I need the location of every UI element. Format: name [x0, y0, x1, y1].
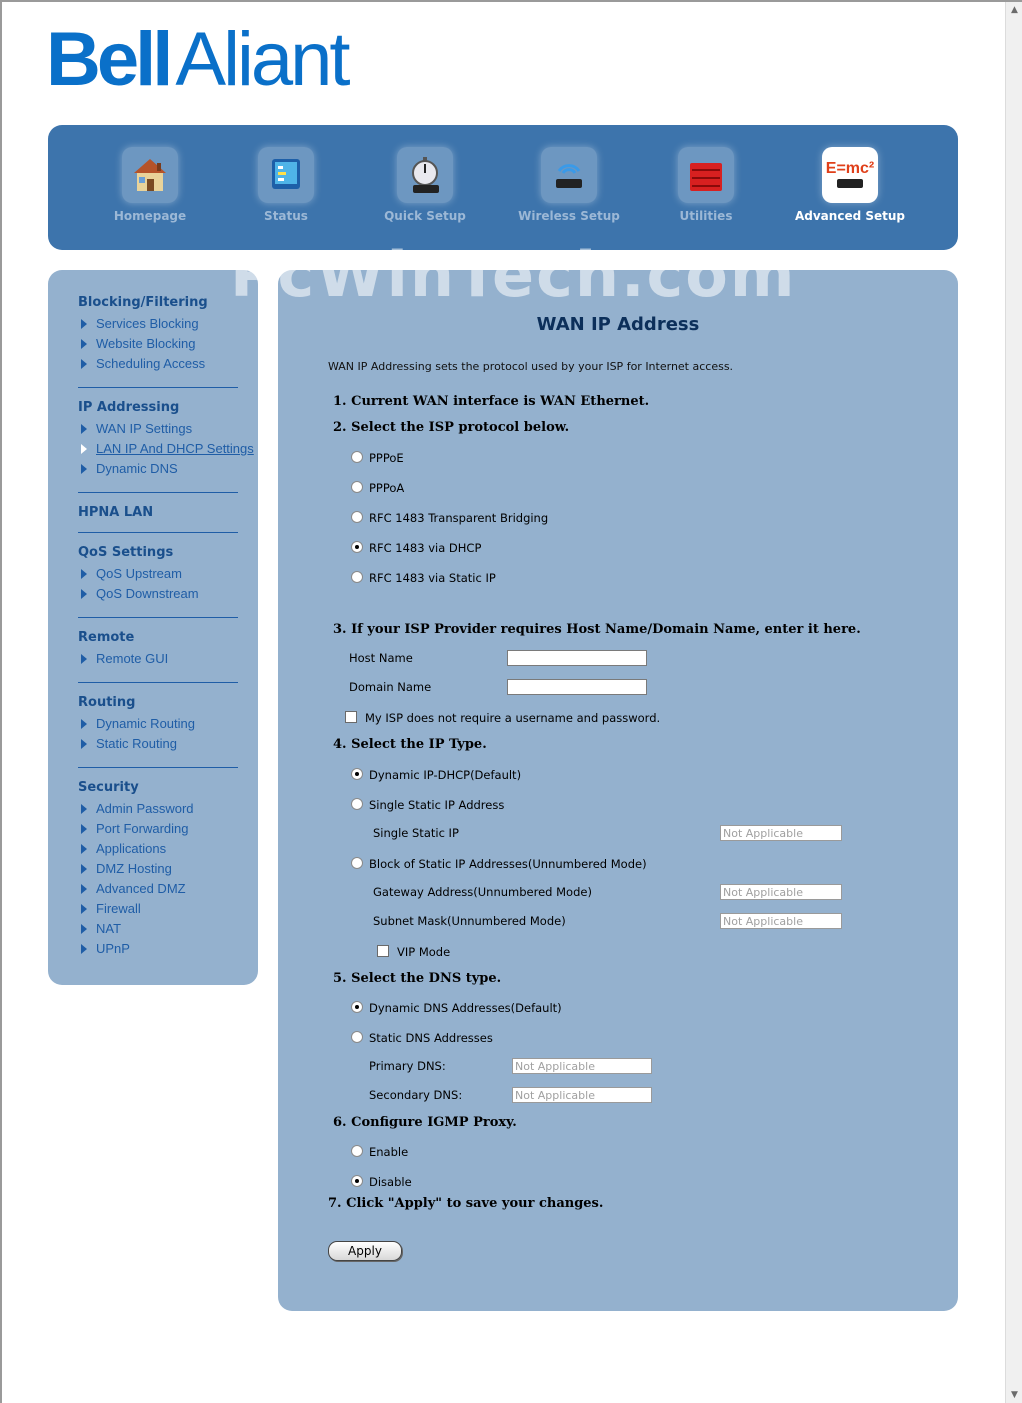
arrow-right-icon — [81, 739, 87, 749]
nav-status-label: Status — [264, 209, 308, 223]
ip-type-radio-dynamic[interactable] — [351, 768, 363, 780]
svg-text:E=mc²: E=mc² — [825, 160, 875, 177]
page-title: WAN IP Address — [536, 314, 700, 335]
sidebar-heading-qos[interactable]: QoS Settings — [78, 545, 174, 560]
sidebar-section-hpna — [78, 502, 238, 524]
sidebar-item-port-forwarding[interactable]: Port Forwarding — [78, 819, 238, 839]
monitor-icon — [258, 147, 314, 203]
protocol-label-bridging: RFC 1483 Transparent Bridging — [369, 511, 549, 525]
step-1-label: 1. Current WAN interface is WAN Ethernet. — [333, 394, 650, 409]
sidebar-item-applications[interactable]: Applications — [78, 839, 238, 859]
protocol-label-pppoe: PPPoE — [369, 451, 404, 465]
bell-aliant-logo — [46, 17, 348, 102]
gateway-address-label: Gateway Address(Unnumbered Mode) — [373, 885, 592, 899]
watermark-text: PcWinTech.com — [230, 238, 797, 311]
emc2-router-icon — [822, 147, 878, 203]
sidebar-divider — [78, 387, 238, 388]
step-3-label: 3. If your ISP Provider requires Host Name/Domain Name, enter it here. — [333, 622, 861, 637]
wireless-router-icon — [541, 147, 597, 203]
igmp-label-disable: Disable — [369, 1175, 412, 1189]
host-name-input[interactable] — [507, 650, 647, 666]
sidebar-section-blocking — [78, 292, 238, 374]
primary-dns-input[interactable] — [512, 1058, 652, 1074]
sidebar-item-qos-downstream[interactable]: QoS Downstream — [78, 584, 238, 604]
sidebar-item-wan-ip-settings[interactable]: WAN IP Settings — [78, 419, 238, 439]
arrow-right-icon — [81, 589, 87, 599]
sidebar-item-lan-ip-dhcp[interactable]: LAN IP And DHCP Settings — [78, 439, 238, 459]
sidebar-item-scheduling-access[interactable]: Scheduling Access — [78, 354, 238, 374]
sidebar-heading-ip-addressing[interactable]: IP Addressing — [78, 400, 180, 415]
sidebar-item-website-blocking[interactable]: Website Blocking — [78, 334, 238, 354]
secondary-dns-label: Secondary DNS: — [369, 1088, 463, 1102]
ip-type-label-dynamic: Dynamic IP-DHCP(Default) — [369, 768, 522, 782]
dns-label-static: Static DNS Addresses — [369, 1031, 493, 1045]
nav-advanced-setup-label: Advanced Setup — [794, 209, 905, 223]
arrow-right-icon — [81, 924, 87, 934]
sidebar-heading-hpna-lan[interactable]: HPNA LAN — [78, 505, 154, 520]
scroll-down-arrow-icon[interactable]: ▼ — [1011, 1390, 1018, 1400]
sidebar-heading-routing[interactable]: Routing — [78, 695, 136, 710]
intro-text: WAN IP Addressing sets the protocol used by your ISP for Internet access. — [328, 360, 734, 373]
nav-utilities[interactable] — [646, 147, 766, 223]
nav-status[interactable] — [226, 147, 346, 223]
sidebar-section-remote — [78, 627, 238, 669]
vertical-scrollbar[interactable] — [1005, 2, 1022, 1403]
arrow-right-icon — [81, 654, 87, 664]
sidebar-section-routing — [78, 692, 238, 754]
igmp-label-enable: Enable — [369, 1145, 409, 1159]
sidebar-item-nat[interactable]: NAT — [78, 919, 238, 939]
arrow-right-icon — [81, 339, 87, 349]
logo-aliant-text: Aliant — [175, 17, 348, 102]
single-static-ip-input[interactable] — [720, 825, 842, 841]
step-4-label: 4. Select the IP Type. — [333, 737, 487, 752]
sidebar-section-security — [78, 777, 238, 959]
sidebar-item-dynamic-dns[interactable]: Dynamic DNS — [78, 459, 238, 479]
top-navigation-bar — [48, 125, 958, 250]
step-7-label: 7. Click "Apply" to save your changes. — [328, 1196, 604, 1211]
single-static-ip-label: Single Static IP — [373, 826, 459, 840]
sidebar-heading-remote[interactable]: Remote — [78, 630, 135, 645]
sidebar-heading-security[interactable]: Security — [78, 780, 139, 795]
protocol-radio-dhcp[interactable] — [351, 541, 363, 553]
arrow-right-icon — [81, 424, 87, 434]
sidebar-divider — [78, 617, 238, 618]
sidebar-item-dmz-hosting[interactable]: DMZ Hosting — [78, 859, 238, 879]
scroll-up-arrow-icon[interactable]: ▲ — [1011, 5, 1018, 15]
protocol-radio-static-ip[interactable] — [351, 571, 363, 583]
primary-dns-label: Primary DNS: — [369, 1059, 446, 1073]
nav-wireless-setup[interactable] — [509, 147, 629, 223]
igmp-radio-disable[interactable] — [351, 1175, 363, 1187]
logo-bell-text: Bell — [46, 17, 170, 102]
sidebar-divider — [78, 532, 238, 533]
apply-button[interactable]: Apply — [328, 1241, 402, 1261]
protocol-label-static-ip: RFC 1483 via Static IP — [369, 571, 496, 585]
window-border-left — [0, 0, 2, 1403]
sidebar-divider — [78, 682, 238, 683]
nav-homepage[interactable] — [90, 147, 210, 223]
sidebar-item-upnp[interactable]: UPnP — [78, 939, 238, 959]
vip-mode-label: VIP Mode — [397, 945, 451, 959]
host-name-label: Host Name — [349, 651, 413, 665]
arrow-right-icon — [81, 719, 87, 729]
sidebar-item-admin-password[interactable]: Admin Password — [78, 799, 238, 819]
step-6-label: 6. Configure IGMP Proxy. — [333, 1115, 517, 1130]
stopwatch-router-icon — [397, 147, 453, 203]
step-2-label: 2. Select the ISP protocol below. — [333, 420, 570, 435]
sidebar-item-dynamic-routing[interactable]: Dynamic Routing — [78, 714, 238, 734]
arrow-right-icon — [81, 464, 87, 474]
nav-wireless-setup-label: Wireless Setup — [518, 209, 620, 223]
protocol-label-pppoa: PPPoA — [369, 481, 405, 495]
arrow-right-icon — [81, 944, 87, 954]
gateway-address-input[interactable] — [720, 884, 842, 900]
step-5-label: 5. Select the DNS type. — [333, 971, 502, 986]
arrow-right-icon — [81, 824, 87, 834]
arrow-right-icon — [81, 904, 87, 914]
sidebar-item-static-routing[interactable]: Static Routing — [78, 734, 238, 754]
advanced-setup-sidebar — [48, 270, 258, 985]
arrow-right-icon — [81, 804, 87, 814]
arrow-right-icon — [81, 844, 87, 854]
arrow-right-icon — [81, 444, 87, 454]
ip-type-radio-single-static[interactable] — [351, 798, 363, 810]
dns-radio-dynamic[interactable] — [351, 1001, 363, 1013]
nav-homepage-label: Homepage — [113, 209, 187, 223]
protocol-radio-pppoa[interactable] — [351, 481, 363, 493]
sidebar-section-qos — [78, 542, 238, 604]
house-icon — [122, 147, 178, 203]
arrow-right-icon — [81, 884, 87, 894]
nav-quick-setup[interactable] — [365, 147, 485, 223]
sidebar-heading-blocking[interactable]: Blocking/Filtering — [78, 295, 208, 310]
arrow-right-icon — [81, 569, 87, 579]
toolbox-icon — [678, 147, 734, 203]
no-auth-checkbox[interactable] — [345, 711, 357, 723]
domain-name-input[interactable] — [507, 679, 647, 695]
protocol-radio-bridging[interactable] — [351, 511, 363, 523]
dns-label-dynamic: Dynamic DNS Addresses(Default) — [369, 1001, 562, 1015]
sidebar-item-advanced-dmz[interactable]: Advanced DMZ — [78, 879, 238, 899]
ip-type-label-single-static: Single Static IP Address — [369, 798, 505, 812]
no-auth-label: My ISP does not require a username and password. — [365, 711, 661, 725]
nav-quick-setup-label: Quick Setup — [384, 209, 466, 223]
subnet-mask-label: Subnet Mask(Unnumbered Mode) — [373, 914, 566, 928]
ip-type-radio-block-static[interactable] — [351, 857, 363, 869]
arrow-right-icon — [81, 359, 87, 369]
nav-utilities-label: Utilities — [679, 209, 733, 223]
sidebar-item-remote-gui[interactable]: Remote GUI — [78, 649, 238, 669]
arrow-right-icon — [81, 319, 87, 329]
protocol-label-dhcp: RFC 1483 via DHCP — [369, 541, 482, 555]
sidebar-item-firewall[interactable]: Firewall — [78, 899, 238, 919]
main-content-panel — [278, 270, 958, 1311]
window-border-top — [0, 0, 1022, 2]
vip-mode-checkbox[interactable] — [377, 945, 389, 957]
dns-radio-static[interactable] — [351, 1031, 363, 1043]
sidebar-item-qos-upstream[interactable]: QoS Upstream — [78, 564, 238, 584]
sidebar-section-ip-addressing — [78, 397, 254, 479]
nav-advanced-setup[interactable] — [790, 147, 910, 223]
domain-name-label: Domain Name — [349, 680, 432, 694]
sidebar-divider — [78, 767, 238, 768]
arrow-right-icon — [81, 864, 87, 874]
protocol-radio-pppoe[interactable] — [351, 451, 363, 463]
sidebar-divider — [78, 492, 238, 493]
subnet-mask-input[interactable] — [720, 913, 842, 929]
sidebar-item-services-blocking[interactable]: Services Blocking — [78, 314, 238, 334]
ip-type-label-block-static: Block of Static IP Addresses(Unnumbered Mode) — [369, 857, 647, 871]
igmp-radio-enable[interactable] — [351, 1145, 363, 1157]
secondary-dns-input[interactable] — [512, 1087, 652, 1103]
